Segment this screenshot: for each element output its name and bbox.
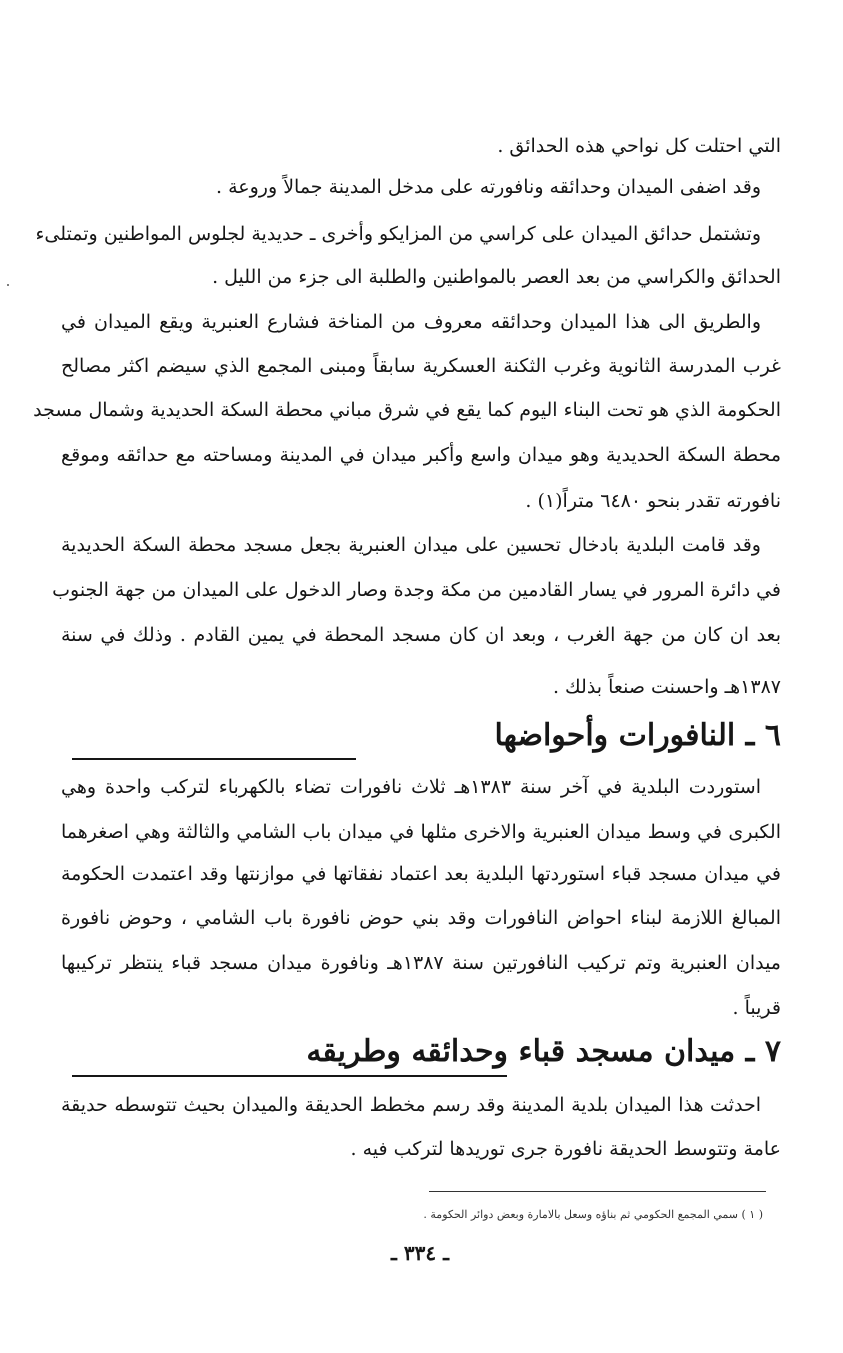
scan-speck <box>7 284 9 286</box>
text-line: نافورته تقدر بنحو ٦٤٨٠ متراً(١) . <box>525 490 781 512</box>
section-heading-6 <box>61 712 781 772</box>
text-line: عامة وتتوسط الحديقة نافورة جرى توريدها لتركب فيه . <box>350 1138 781 1160</box>
text-line: وقد اضفى الميدان وحدائقه ونافورته على مدخل المدينة جمالاً وروعة . <box>216 176 761 198</box>
footnote: ( ١ ) سمي المجمع الحكومي ثم بناؤه وسعل بالامارة وبعض دوائر الحكومة . <box>423 1208 763 1221</box>
text-line: بعد ان كان من جهة الغرب ، وبعد ان كان مسجد المحطة في يمين القادم . وذلك في سنة <box>61 624 781 646</box>
text-line: احدثت هذا الميدان بلدية المدينة وقد رسم مخطط الحديقة والميدان بحيث تتوسطه حديقة <box>61 1094 761 1116</box>
text-line: الحكومة الذي هو تحت البناء اليوم كما يقع في شرق مباني محطة السكة الحديدية وشمال مسجد <box>33 399 781 421</box>
text-line: الحدائق والكراسي من بعد العصر بالمواطنين والطلبة الى جزء من الليل . <box>212 266 781 288</box>
section-heading-7 <box>61 1028 781 1088</box>
section-heading-6-text: ٦ ـ النافورات وأحواضها <box>494 718 781 753</box>
text-line: وقد قامت البلدية بادخال تحسين على ميدان العنبرية بجعل مسجد محطة السكة الحديدية <box>61 534 761 556</box>
heading-underline <box>72 758 356 760</box>
text-line: الكبرى في وسط ميدان العنبرية والاخرى مثلها في ميدان باب الشامي والثالثة وهي اصغرهما <box>61 821 781 843</box>
text-line: والطريق الى هذا الميدان وحدائقه معروف من المناخة فشارع العنبرية ويقع الميدان في <box>61 311 761 333</box>
page-number: ـ ٣٣٤ ـ <box>391 1241 449 1265</box>
text-line: قريباً . <box>732 997 781 1019</box>
heading-underline <box>72 1075 507 1077</box>
text-line: ١٣٨٧هـ واحسنت صنعاً بذلك . <box>552 676 781 698</box>
text-line: في ميدان مسجد قباء استوردتها البلدية بعد اعتماد نفقاتها في موازنتها وقد اعتمدت الحكومة <box>61 863 781 885</box>
text-line: ميدان العنبرية وتم تركيب النافورتين سنة ١٣٨٧هـ ونافورة ميدان مسجد قباء ينتظر تركيبها <box>61 952 781 974</box>
text-line: التي احتلت كل نواحي هذه الحدائق . <box>497 135 781 157</box>
text-line: غرب المدرسة الثانوية وغرب الثكنة العسكرية سابقاً ومبنى المجمع الذي سيضم اكثر مصالح <box>61 355 781 377</box>
text-line: في دائرة المرور في يسار القادمين من مكة وجدة وصار الدخول على الميدان من جهة الجنوب <box>52 579 781 601</box>
section-heading-7-text: ٧ ـ ميدان مسجد قباء وحدائقه وطريقه <box>306 1034 781 1069</box>
text-line: استوردت البلدية في آخر سنة ١٣٨٣هـ ثلاث نافورات تضاء بالكهرباء لتركب واحدة وهي <box>61 776 762 798</box>
text-line: المبالغ اللازمة لبناء احواض النافورات وقد بني حوض نافورة باب الشامي ، وحوض نافورة <box>61 907 781 929</box>
text-line: وتشتمل حدائق الميدان على كراسي من المزايكو وأخرى ـ حديدية لجلوس المواطنين وتمتلىء <box>35 223 761 245</box>
text-line: محطة السكة الحديدية وهو ميدان واسع وأكبر ميدان في المدينة ومساحته مع حدائقه وموقع <box>61 444 781 466</box>
footnote-separator <box>429 1191 766 1192</box>
